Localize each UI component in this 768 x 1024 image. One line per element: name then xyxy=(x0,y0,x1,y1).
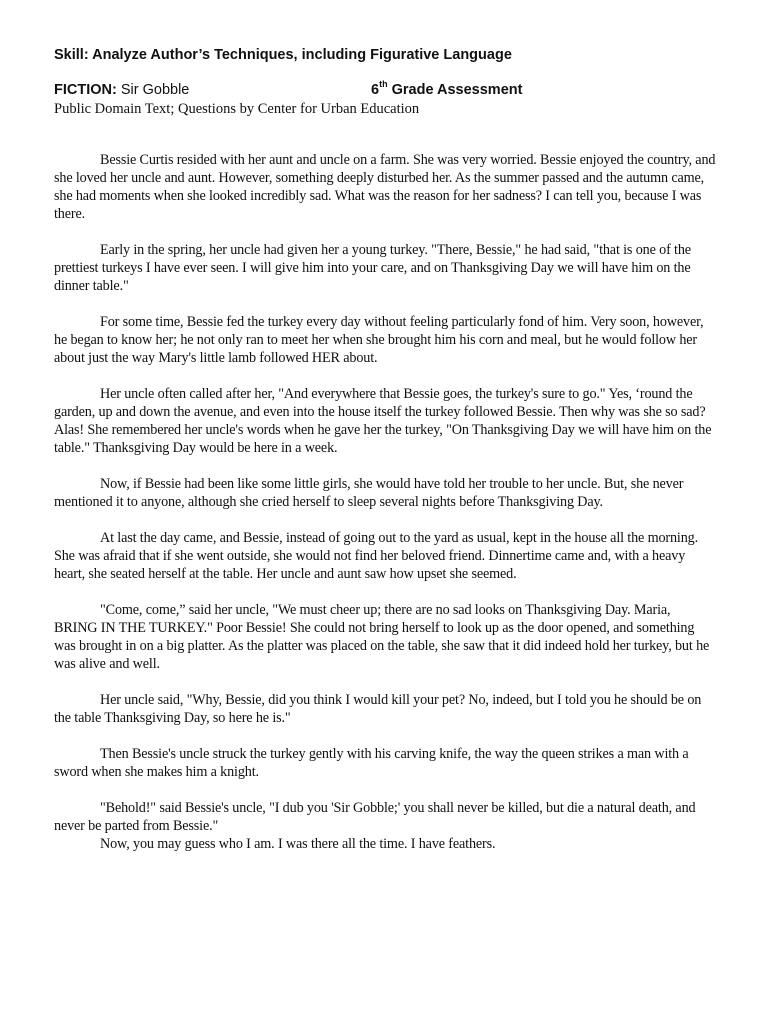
story-paragraph: Now, if Bessie had been like some little girls, she would have told her trouble to her uncle. But, she never mentioned it to anyone, although she cried herself to sleep several nights before Thanksgiving Day. xyxy=(54,476,684,510)
story-paragraph: Her uncle often called after her, "And everywhere that Bessie goes, the turkey's sure to go." Yes, ‘round the garden, up and down the avenue, and even into the house itself the turkey followed Bessie. Then why was she so sad? Alas! She remembered her uncle's words when he gave her the turkey, "On Thanksgiving Day we will have him on the table." Thanksgiving Day would be here in a week. xyxy=(54,386,712,456)
story-paragraph: Now, you may guess who I am. I was there all the time. I have feathers. xyxy=(100,836,496,852)
fiction-label: FICTION: xyxy=(54,82,117,98)
story-paragraph: At last the day came, and Bessie, instead of going out to the yard as usual, kept in the house all the morning. She was afraid that if she went outside, she would not find her beloved friend. Dinnertime came and, with a heavy heart, she seated herself at the table. Her uncle and aunt saw how upset she seemed. xyxy=(54,530,699,582)
story-paragraph: "Behold!" said Bessie's uncle, "I dub you 'Sir Gobble;' you shall never be killed, but die a natural death, and never be parted from Bessie." xyxy=(54,800,696,834)
story-paragraph: Early in the spring, her uncle had given her a young turkey. "There, Bessie," he had said, "that is one of the prettiest turkeys I have ever seen. I will give him into your care, and on Thanksgiving Day we will have him on the dinner table." xyxy=(54,242,691,294)
assessment-label: Grade Assessment xyxy=(391,82,523,98)
title-row xyxy=(54,80,716,100)
skill-heading: Skill: Analyze Author’s Techniques, including Figurative Language xyxy=(54,47,512,63)
grade-suffix: th xyxy=(379,79,388,90)
story-paragraph: Bessie Curtis resided with her aunt and uncle on a farm. She was very worried. Bessie enjoyed the country, and she loved her uncle and aunt. However, something deeply disturbed her. As the summer passed and the autumn came, she had moments when she looked incredibly sad. What was the reason for her sadness? I can tell you, because I was there. xyxy=(54,152,716,222)
source-line: Public Domain Text; Questions by Center for Urban Education xyxy=(54,101,420,117)
story-title: Sir Gobble xyxy=(120,82,190,98)
story-body xyxy=(54,151,716,853)
story-paragraph: For some time, Bessie fed the turkey every day without feeling particularly fond of him. Very soon, however, he began to know her; he not only ran to meet her when she brought him his corn and meal, but he would follow her about just the way Mary's little lamb followed HER about. xyxy=(54,314,704,366)
grade-number: 6 xyxy=(371,82,380,98)
document-page xyxy=(54,45,716,871)
story-paragraph: "Come, come,” said her uncle, "We must cheer up; there are no sad looks on Thanksgiving Day. Maria, BRING IN THE TURKEY." Poor Bessie! She could not bring herself to look up as the door opened, and something was brought in on a big platter. As the platter was placed on the table, she saw that it did indeed hold her turkey, but he was alive and well. xyxy=(54,602,710,672)
story-paragraph: Then Bessie's uncle struck the turkey gently with his carving knife, the way the queen strikes a man with a sword when she makes him a knight. xyxy=(54,746,689,780)
grade-assessment xyxy=(371,80,522,100)
story-paragraph: Her uncle said, "Why, Bessie, did you think I would kill your pet? No, indeed, but I told you he should be on the table Thanksgiving Day, so here he is." xyxy=(54,692,702,726)
